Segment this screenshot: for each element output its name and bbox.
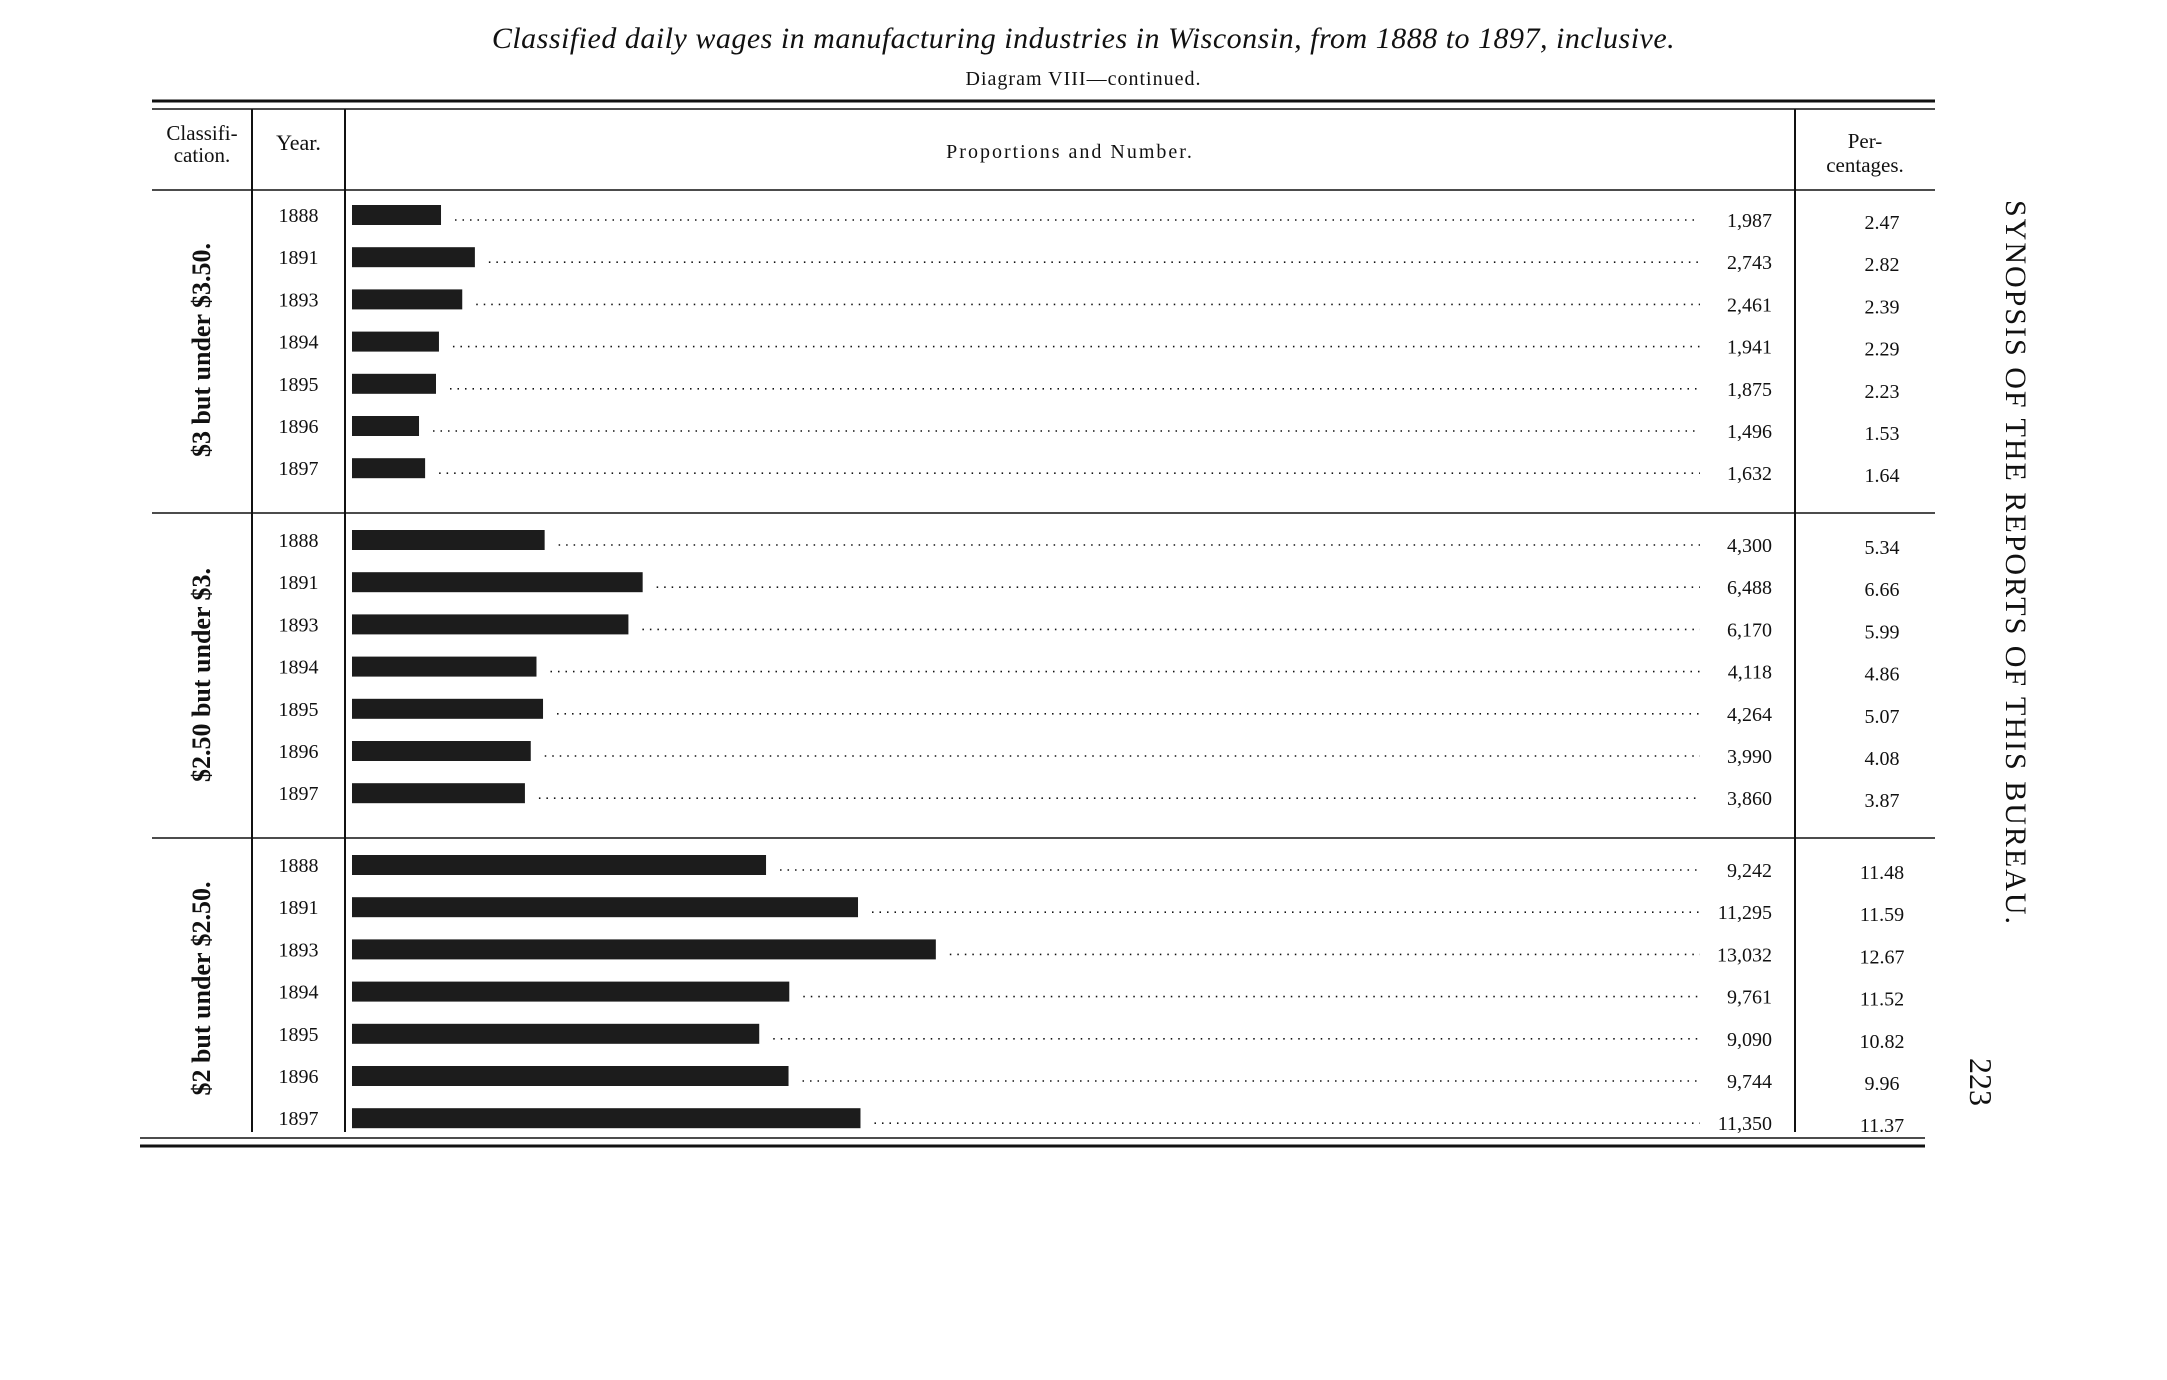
percentage-label: 3.87 — [1864, 790, 1900, 813]
percentage-label: 2.23 — [1864, 380, 1900, 403]
bar-2-3 — [352, 982, 789, 1002]
year-label: 1893 — [278, 939, 319, 962]
year-label: 1891 — [278, 572, 319, 595]
bar-2-0 — [352, 855, 766, 875]
number-label: 3,860 — [1727, 788, 1772, 811]
year-label: 1897 — [278, 1108, 319, 1131]
year-label: 1896 — [278, 416, 319, 438]
percentage-label: 2.47 — [1864, 212, 1900, 234]
bar-1-0 — [352, 530, 545, 550]
year-label: 1894 — [278, 656, 319, 679]
percentage-label: 5.34 — [1864, 537, 1900, 559]
bar-2-5 — [352, 1066, 789, 1086]
percentage-label: 6.66 — [1864, 579, 1900, 602]
year-label: 1896 — [278, 741, 319, 763]
year-label: 1895 — [278, 1023, 319, 1046]
percentage-label: 9.96 — [1864, 1073, 1900, 1095]
number-label: 9,242 — [1727, 860, 1772, 882]
number-label: 4,264 — [1727, 703, 1772, 726]
number-label: 4,118 — [1727, 661, 1772, 684]
year-label: 1895 — [278, 698, 319, 721]
number-label: 2,461 — [1727, 294, 1772, 317]
percentage-label: 1.64 — [1864, 465, 1900, 488]
number-label: 1,632 — [1727, 463, 1772, 486]
header-year: Year. — [276, 130, 321, 155]
number-label: 13,032 — [1717, 944, 1772, 967]
year-label: 1888 — [278, 855, 319, 877]
bar-1-2 — [352, 614, 628, 634]
percentage-label: 5.99 — [1864, 621, 1900, 644]
chart-subtitle: Diagram VIII—continued. — [965, 68, 1202, 90]
number-label: 9,090 — [1727, 1028, 1772, 1051]
bar-2-4 — [352, 1024, 759, 1044]
year-label: 1897 — [278, 783, 319, 806]
year-label: 1893 — [278, 614, 319, 637]
year-label: 1896 — [278, 1066, 319, 1088]
classification-label: $3 but under $3.50. — [187, 242, 216, 458]
header-percentages-cont: centages. — [1826, 153, 1904, 177]
year-label: 1893 — [278, 289, 319, 312]
year-label: 1895 — [278, 373, 319, 396]
year-label: 1888 — [278, 205, 319, 227]
percentage-label: 2.39 — [1864, 296, 1900, 319]
number-label: 11,295 — [1717, 902, 1772, 925]
number-label: 9,744 — [1727, 1071, 1772, 1093]
bar-0-2 — [352, 289, 462, 309]
page-number: 223 — [1963, 1058, 1999, 1106]
percentage-label: 11.52 — [1859, 988, 1905, 1011]
year-label: 1891 — [278, 897, 319, 920]
bar-1-1 — [352, 572, 643, 592]
year-label: 1897 — [278, 458, 319, 481]
percentage-label: 4.86 — [1864, 663, 1900, 686]
number-label: 3,990 — [1727, 746, 1772, 768]
bar-1-4 — [352, 699, 543, 719]
year-label: 1894 — [278, 331, 319, 354]
bar-0-5 — [352, 416, 419, 436]
percentage-label: 12.67 — [1859, 946, 1905, 969]
bar-0-3 — [352, 332, 439, 352]
bar-1-5 — [352, 741, 531, 761]
side-running-head: SYNOPSIS OF THE REPORTS OF THIS BUREAU. — [1999, 200, 2032, 927]
header-classification-cont: cation. — [173, 143, 231, 167]
year-label: 1891 — [278, 247, 319, 270]
percentage-label: 2.82 — [1864, 254, 1900, 277]
bar-2-6 — [352, 1108, 860, 1128]
number-label: 1,875 — [1727, 378, 1772, 401]
year-label: 1888 — [278, 530, 319, 552]
header-proportions: Proportions and Number. — [946, 141, 1194, 163]
percentage-label: 4.08 — [1864, 748, 1900, 770]
bar-2-2 — [352, 939, 936, 959]
header-percentages: Per- — [1847, 129, 1883, 153]
number-label: 1,987 — [1727, 210, 1772, 232]
classification-label: $2.50 but under $3. — [187, 567, 216, 783]
percentage-label: 11.37 — [1859, 1115, 1905, 1138]
bar-0-0 — [352, 205, 441, 225]
bar-0-1 — [352, 247, 475, 267]
percentage-label: 11.59 — [1859, 904, 1905, 927]
number-label: 1,496 — [1727, 421, 1772, 443]
number-label: 2,743 — [1727, 252, 1772, 275]
number-label: 1,941 — [1727, 336, 1772, 359]
percentage-label: 5.07 — [1864, 705, 1900, 728]
percentage-label: 1.53 — [1864, 423, 1900, 445]
number-label: 4,300 — [1727, 535, 1772, 557]
number-label: 11,350 — [1717, 1113, 1772, 1136]
classification-label: $2 but under $2.50. — [187, 881, 216, 1096]
bar-2-1 — [352, 897, 858, 917]
bar-0-4 — [352, 374, 436, 394]
number-label: 6,488 — [1727, 577, 1772, 600]
header-classification: Classifi- — [166, 121, 238, 145]
percentage-label: 10.82 — [1859, 1030, 1905, 1053]
bar-1-6 — [352, 783, 525, 803]
bar-0-6 — [352, 458, 425, 478]
percentage-label: 2.29 — [1864, 338, 1900, 361]
chart-title: Classified daily wages in manufacturing industries in Wisconsin, from 1888 to 1897, inclusive. — [491, 22, 1676, 55]
percentage-label: 11.48 — [1859, 862, 1905, 884]
number-label: 6,170 — [1727, 619, 1772, 642]
number-label: 9,761 — [1727, 986, 1772, 1009]
bar-1-3 — [352, 657, 536, 677]
year-label: 1894 — [278, 981, 319, 1004]
